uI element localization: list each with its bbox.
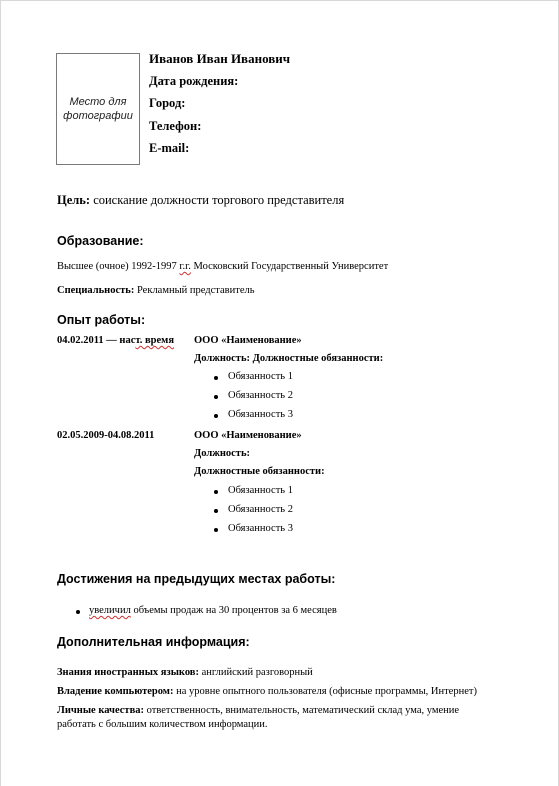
job-2-company: ООО «Наименование»	[194, 430, 302, 441]
education-line-start: Высшее (очное) 1992-1997	[57, 261, 180, 272]
achievement-verb: увеличил	[89, 605, 131, 616]
job-1-duty-2: Обязанность 2	[228, 390, 293, 401]
specialty-line	[57, 285, 255, 296]
job-2-duty-3: Обязанность 3	[228, 523, 293, 534]
qualities-value: ответственность, внимательность, математический склад ума, умение	[144, 705, 460, 716]
bullet-dot	[214, 528, 218, 532]
education-line	[57, 261, 388, 272]
job-2-duties-label: Должностные обязанности:	[194, 466, 325, 477]
computer-label: Владение компьютером:	[57, 686, 174, 697]
qualities-label: Личные качества:	[57, 705, 144, 716]
job-1-position: Должность: Должностные обязанности:	[194, 353, 384, 364]
bullet-dot	[214, 509, 218, 513]
computer-line	[57, 686, 477, 697]
education-heading: Образование:	[57, 234, 144, 248]
full-name: Иванов Иван Иванович	[149, 51, 291, 66]
photo-placeholder	[56, 53, 140, 165]
job-1-period	[57, 335, 174, 346]
bullet-dot	[214, 395, 218, 399]
bullet-dot	[214, 414, 218, 418]
phone-label: Телефон:	[149, 119, 202, 133]
job-2-duty-1: Обязанность 1	[228, 485, 293, 496]
achievement-item	[89, 605, 337, 616]
qualities-line	[57, 705, 459, 716]
job-1-period-end: т. время	[135, 335, 175, 346]
additional-heading: Дополнительная информация:	[57, 635, 250, 649]
birth-date-label: Дата рождения:	[149, 74, 239, 88]
email-label: E-mail:	[149, 141, 190, 155]
bullet-dot	[214, 490, 218, 494]
languages-line	[57, 667, 313, 678]
specialty-value: Рекламный представитель	[134, 285, 255, 296]
goal-label: Цель:	[57, 193, 91, 207]
achievements-heading: Достижения на предыдущих местах работы:	[57, 572, 336, 586]
job-1-period-start: 04.02.2011 — нас	[57, 335, 136, 346]
job-2-period: 02.05.2009-04.08.2011	[57, 430, 155, 441]
city-label: Город:	[149, 96, 186, 110]
qualities-line-2: работать с большим количеством информации.	[57, 719, 268, 730]
goal-text: соискание должности торгового представителя	[90, 193, 345, 207]
bullet-dot	[76, 610, 80, 614]
job-1-duty-3: Обязанность 3	[228, 409, 293, 420]
specialty-label: Специальность:	[57, 285, 135, 296]
bullet-dot	[214, 376, 218, 380]
job-2-duty-2: Обязанность 2	[228, 504, 293, 515]
job-1-duty-1: Обязанность 1	[228, 371, 293, 382]
job-2-position-label: Должность:	[194, 448, 251, 459]
goal-line	[57, 193, 344, 208]
languages-label: Знания иностранных языков:	[57, 667, 199, 678]
education-years-abbrev: г.г.	[179, 261, 191, 272]
computer-value: на уровне опытного пользователя (офисные программы, Интернет)	[173, 686, 477, 697]
photo-placeholder-text: Место для фотографии	[63, 96, 133, 122]
languages-value: английский разговорный	[198, 667, 313, 678]
education-line-end: Московский Государственный Университет	[190, 261, 389, 272]
achievement-text: объемы продаж на 30 процентов за 6 месяцев	[130, 605, 337, 616]
experience-heading: Опыт работы:	[57, 313, 146, 327]
job-1-company: ООО «Наименование»	[194, 335, 302, 346]
